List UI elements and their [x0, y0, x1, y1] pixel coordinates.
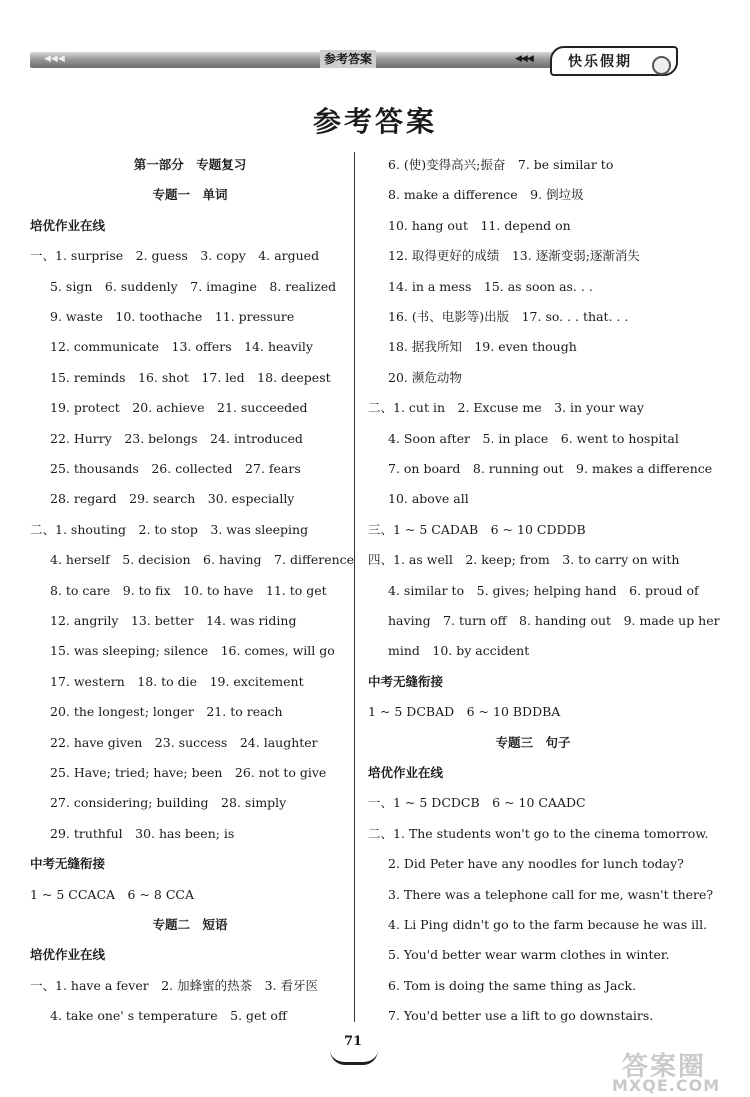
- watermark-en: MXQE.COM: [612, 1076, 721, 1095]
- answer-line: 15. was sleeping; silence 16. comes, will go: [50, 643, 335, 659]
- page-number-swoosh: [330, 1050, 378, 1065]
- answer-line: 25. thousands 26. collected 27. fears: [50, 461, 301, 476]
- answer-line: 20. the longest; longer 21. to reach: [50, 704, 283, 720]
- answer-line: 4. herself 5. decision 6. having 7. difference: [50, 552, 355, 568]
- page-header: [0, 0, 750, 92]
- answer-line: 14. in a mess 15. as soon as. . .: [388, 278, 593, 294]
- section-heading: 第一部分 专题复习: [133, 157, 247, 172]
- answer-line: 17. western 18. to die 19. excitement: [50, 673, 304, 689]
- brand-label: 快乐假期: [568, 54, 632, 70]
- answer-line: 四、1. as well 2. keep; from 3. to carry on with: [368, 552, 680, 568]
- answer-line: having 7. turn off 8. handing out 9. made up her: [388, 613, 720, 628]
- answer-line: 29. truthful 30. has been; is: [50, 825, 235, 841]
- section-heading: 专题一 单词: [152, 187, 228, 203]
- answer-line: 25. Have; tried; have; been 26. not to give: [50, 765, 327, 780]
- subsection-heading: 中考无缝衔接: [368, 673, 444, 689]
- subsection-heading: 培优作业在线: [30, 217, 106, 233]
- answer-line: 20. 濒危动物: [388, 369, 462, 385]
- answer-line: 一、1 ~ 5 DCDCB 6 ~ 10 CAADC: [368, 795, 586, 811]
- answer-line: 4. Soon after 5. in place 6. went to hospital: [388, 430, 679, 446]
- header-label: 参考答案: [320, 50, 376, 68]
- answer-line: mind 10. by accident: [388, 643, 530, 659]
- answer-line: 12. communicate 13. offers 14. heavily: [50, 339, 313, 355]
- answer-line: 19. protect 20. achieve 21. succeeded: [50, 400, 308, 416]
- answer-line: 3. There was a telephone call for me, wasn't there?: [388, 886, 714, 902]
- answer-line: 二、1. shouting 2. to stop 3. was sleeping: [30, 521, 309, 537]
- answer-line: 22. have given 23. success 24. laughter: [50, 734, 318, 750]
- answer-line: 6. Tom is doing the same thing as Jack.: [388, 977, 637, 993]
- answer-line: 一、1. surprise 2. guess 3. copy 4. argued: [30, 248, 320, 264]
- answer-line: 三、1 ~ 5 CADAB 6 ~ 10 CDDDB: [368, 521, 586, 537]
- answer-line: 7. on board 8. running out 9. makes a difference: [388, 461, 713, 476]
- brand-circle-icon: [652, 56, 671, 75]
- answer-line: 6. (使)变得高兴;振奋 7. be similar to: [388, 157, 614, 172]
- watermark: [598, 1046, 738, 1094]
- answer-line: 1 ~ 5 CCACA 6 ~ 8 CCA: [30, 886, 195, 902]
- section-heading: 专题二 短语: [152, 917, 228, 932]
- answer-line: 2. Did Peter have any noodles for lunch today?: [388, 856, 684, 872]
- answer-line: 1 ~ 5 DCBAD 6 ~ 10 BDDBA: [368, 704, 561, 720]
- answer-line: 8. make a difference 9. 倒垃圾: [388, 187, 584, 203]
- answer-line: 4. Li Ping didn't go to the farm because he was ill.: [388, 917, 708, 932]
- answer-line: 27. considering; building 28. simply: [50, 795, 287, 811]
- header-arrows-left: ◀◀◀: [44, 54, 65, 64]
- answer-line: 12. angrily 13. better 14. was riding: [50, 613, 297, 628]
- answer-line: 18. 据我所知 19. even though: [388, 339, 577, 355]
- answer-line: 28. regard 29. search 30. especially: [50, 491, 295, 507]
- answer-line: 15. reminds 16. shot 17. led 18. deepest: [50, 369, 331, 385]
- subsection-heading: 培优作业在线: [368, 765, 444, 780]
- answer-line: 4. similar to 5. gives; helping hand 6. proud of: [388, 582, 699, 598]
- subsection-heading: 中考无缝衔接: [30, 856, 106, 872]
- answer-line: 8. to care 9. to fix 10. to have 11. to get: [50, 582, 327, 598]
- answer-line: 7. You'd better use a lift to go downstairs.: [388, 1008, 654, 1024]
- answer-line: 一、1. have a fever 2. 加蜂蜜的热茶 3. 看牙医: [30, 977, 319, 993]
- section-heading: 专题三 句子: [495, 734, 571, 750]
- answer-line: 12. 取得更好的成绩 13. 逐渐变弱;逐渐消失: [388, 248, 640, 264]
- column-divider: [354, 152, 355, 1022]
- answer-line: 5. sign 6. suddenly 7. imagine 8. realized: [50, 278, 337, 294]
- answer-line: 4. take one' s temperature 5. get off: [50, 1008, 287, 1024]
- header-arrows-right: ◀◀◀: [515, 54, 533, 64]
- answer-line: 9. waste 10. toothache 11. pressure: [50, 309, 295, 324]
- answer-line: 10. hang out 11. depend on: [388, 217, 571, 233]
- answer-line: 16. (书、电影等)出版 17. so. . . that. . .: [388, 309, 629, 324]
- page-title: 参考答案: [312, 105, 437, 138]
- page-number: 71: [344, 1034, 363, 1049]
- answer-line: 10. above all: [388, 491, 469, 507]
- answer-line: 5. You'd better wear warm clothes in winter.: [388, 947, 670, 963]
- watermark-cn: 答案圈: [622, 1052, 707, 1082]
- answer-line: 22. Hurry 23. belongs 24. introduced: [50, 430, 303, 446]
- subsection-heading: 培优作业在线: [30, 947, 106, 963]
- answer-line: 二、1. cut in 2. Excuse me 3. in your way: [368, 400, 644, 416]
- answer-line: 二、1. The students won't go to the cinema tomorrow.: [368, 825, 709, 841]
